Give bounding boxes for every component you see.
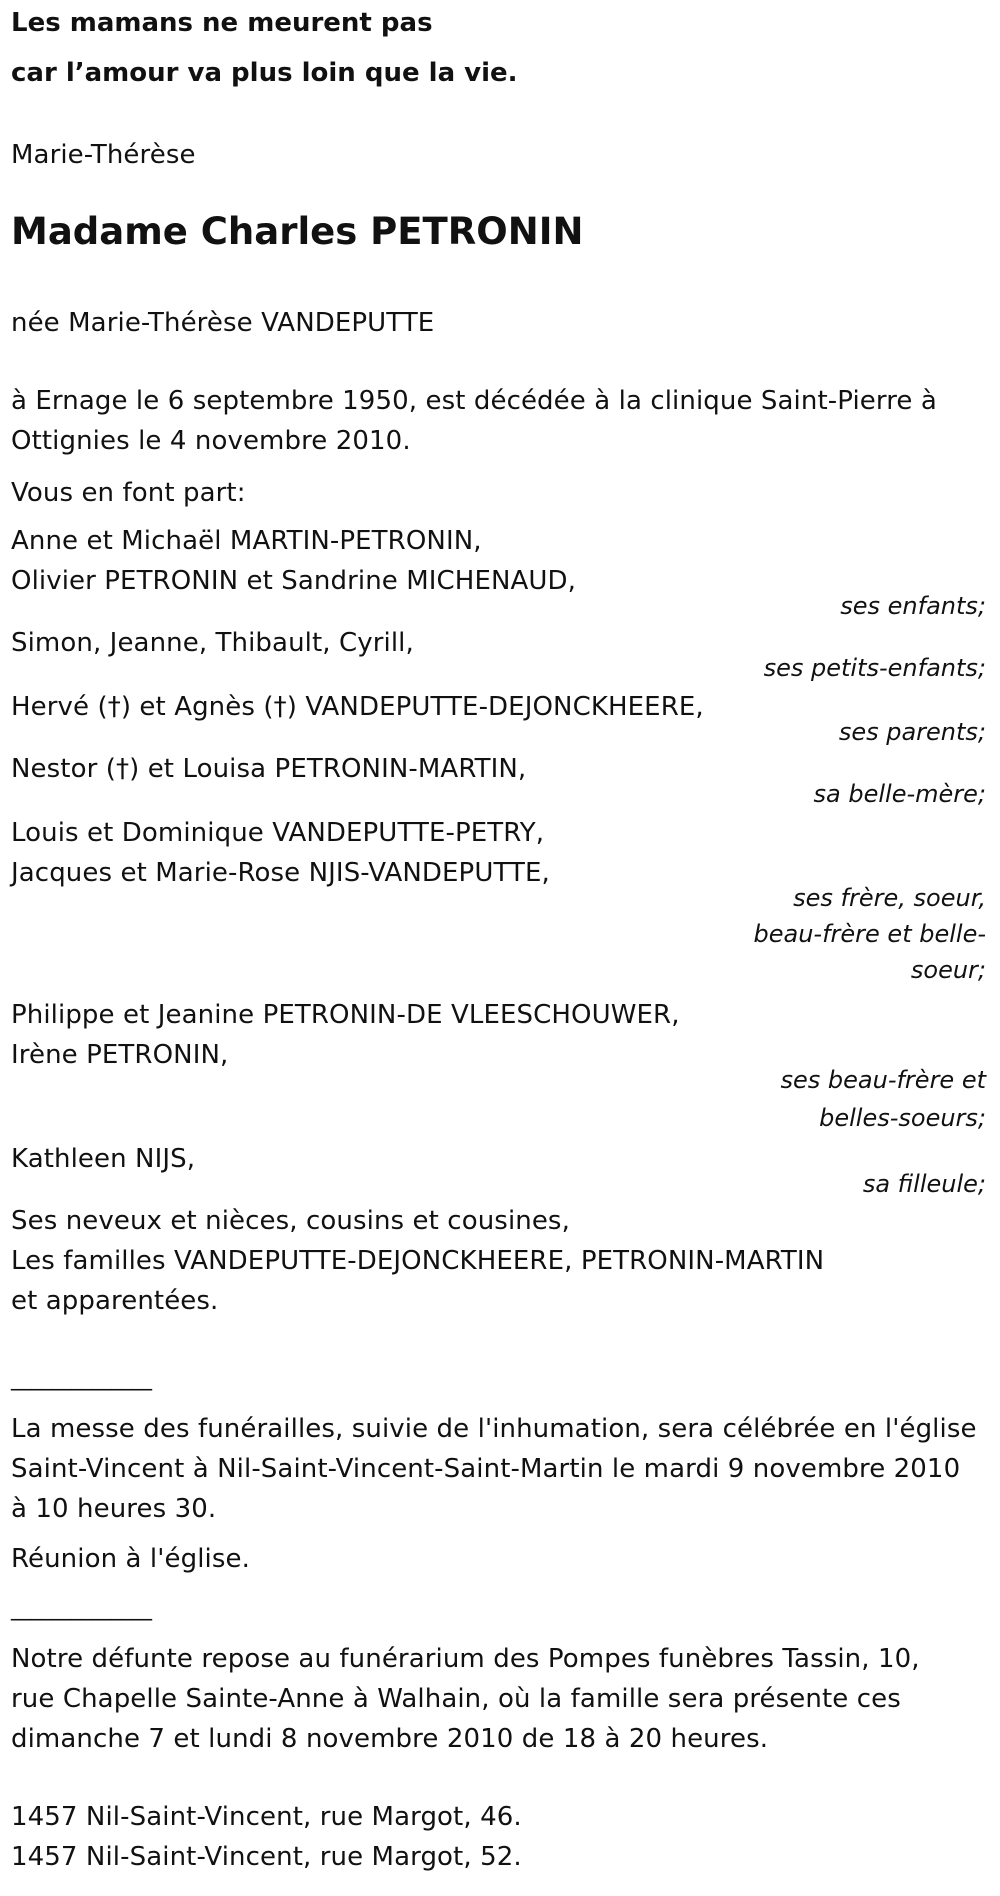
- address-line-1: 1457 Nil-Saint-Vincent, rue Margot, 46.: [11, 1802, 522, 1832]
- quote-line-2: car l’amour va plus loin que la vie.: [11, 58, 518, 88]
- funeral-line-3: à 10 heures 30.: [11, 1494, 217, 1524]
- address-line-2: 1457 Nil-Saint-Vincent, rue Margot, 52.: [11, 1842, 522, 1872]
- extended-family-line-2: Les familles VANDEPUTTE-DEJONCKHEERE, PETRONIN-MARTIN: [11, 1246, 825, 1276]
- children-role: ses enfants;: [840, 592, 986, 620]
- siblings-line-1: Louis et Dominique VANDEPUTTE-PETRY,: [11, 818, 545, 848]
- parents-line: Hervé (†) et Agnès (†) VANDEPUTTE-DEJONCKHEERE,: [11, 692, 704, 722]
- mother-in-law-role: sa belle-mère;: [813, 780, 986, 808]
- visitation-line-1: Notre défunte repose au funérarium des Pompes funèbres Tassin, 10,: [11, 1644, 920, 1674]
- inlaws-role-line-2: belles-soeurs;: [819, 1104, 986, 1132]
- siblings-role-line-2: beau-frère et belle-: [753, 920, 986, 948]
- visitation-line-2: rue Chapelle Sainte-Anne à Walhain, où la famille sera présente ces: [11, 1684, 901, 1714]
- visitation-line-3: dimanche 7 et lundi 8 novembre 2010 de 18 à 20 heures.: [11, 1724, 769, 1754]
- funeral-line-2: Saint-Vincent à Nil-Saint-Vincent-Saint-Martin le mardi 9 novembre 2010: [11, 1454, 961, 1484]
- grandchildren-line: Simon, Jeanne, Thibault, Cyrill,: [11, 628, 414, 658]
- parents-role: ses parents;: [838, 718, 986, 746]
- inlaws-role-line-1: ses beau-frère et: [780, 1066, 986, 1094]
- quote-line-1: Les mamans ne meurent pas: [11, 8, 433, 38]
- separator-2: ______________: [11, 1596, 151, 1621]
- funeral-line-1: La messe des funérailles, suivie de l'inhumation, sera célébrée en l'église: [11, 1414, 977, 1444]
- extended-family-line-1: Ses neveux et nièces, cousins et cousines,: [11, 1206, 570, 1236]
- goddaughter-line: Kathleen NIJS,: [11, 1144, 196, 1174]
- page-title: Madame Charles PETRONIN: [11, 210, 584, 253]
- separator-1: ______________: [11, 1366, 151, 1391]
- siblings-role-line-1: ses frère, soeur,: [793, 884, 986, 912]
- birth-death-line-2: Ottignies le 4 novembre 2010.: [11, 426, 411, 456]
- goddaughter-role: sa filleule;: [862, 1170, 986, 1198]
- first-name: Marie-Thérèse: [11, 140, 196, 170]
- mother-in-law-line: Nestor (†) et Louisa PETRONIN-MARTIN,: [11, 754, 527, 784]
- funeral-meeting: Réunion à l'église.: [11, 1544, 250, 1574]
- extended-family-line-3: et apparentées.: [11, 1286, 219, 1316]
- siblings-role-line-3: soeur;: [910, 956, 986, 984]
- inlaws-line-1: Philippe et Jeanine PETRONIN-DE VLEESCHOUWER,: [11, 1000, 680, 1030]
- children-line-2: Olivier PETRONIN et Sandrine MICHENAUD,: [11, 566, 577, 596]
- grandchildren-role: ses petits-enfants;: [763, 654, 986, 682]
- birth-death-line-1: à Ernage le 6 septembre 1950, est décédée à la clinique Saint-Pierre à: [11, 386, 937, 416]
- children-line-1: Anne et Michaël MARTIN-PETRONIN,: [11, 526, 482, 556]
- announcement: Vous en font part:: [11, 478, 246, 508]
- born-name: née Marie-Thérèse VANDEPUTTE: [11, 308, 435, 338]
- siblings-line-2: Jacques et Marie-Rose NJIS-VANDEPUTTE,: [11, 858, 550, 888]
- inlaws-line-2: Irène PETRONIN,: [11, 1040, 229, 1070]
